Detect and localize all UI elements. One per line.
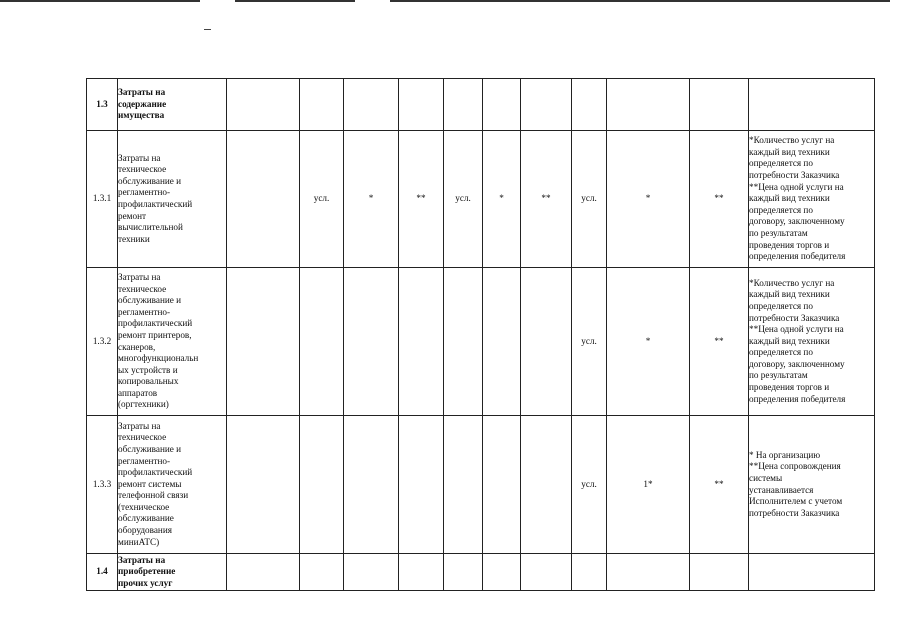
table-row bbox=[87, 131, 875, 268]
table-row bbox=[87, 79, 875, 131]
table-row bbox=[87, 554, 875, 591]
row-name: Затраты на приобретение прочих услуг bbox=[118, 554, 227, 591]
quantity-cell: * bbox=[607, 268, 690, 416]
scan-edge-line-mid bbox=[235, 0, 355, 2]
unit-cell: усл. bbox=[572, 416, 607, 554]
quantity-cell: * bbox=[344, 131, 399, 268]
unit-cell: усл. bbox=[572, 268, 607, 416]
row-name: Затраты на техническое обслуживание и регламентно- профилактический ремонт вычислительной техники bbox=[118, 131, 227, 268]
quantity-cell: 1* bbox=[607, 416, 690, 554]
note-cell: * На организацию **Цена сопровождения системы устанавливается Исполнителем с учетом потребности Заказчика bbox=[749, 416, 875, 554]
scan-edge-line-left bbox=[0, 0, 200, 2]
unit-cell: усл. bbox=[572, 131, 607, 268]
row-number: 1.3.3 bbox=[87, 416, 118, 554]
row-name: Затраты на техническое обслуживание и регламентно- профилактический ремонт системы телефонной связи (техническое обслуживание оборудования миниАТС) bbox=[118, 416, 227, 554]
expense-table bbox=[86, 78, 875, 591]
row-name: Затраты на содержание имущества bbox=[118, 79, 227, 131]
note-cell: *Количество услуг на каждый вид техники определяется по потребности Заказчика **Цена одной услуги на каждый вид техники определяется по договору, заключенному по результатам проведения торгов и определения победителя bbox=[749, 268, 875, 416]
row-number: 1.3.1 bbox=[87, 131, 118, 268]
price-cell: ** bbox=[690, 268, 749, 416]
table-row bbox=[87, 268, 875, 416]
scan-edge-line-right bbox=[390, 0, 890, 2]
price-cell: ** bbox=[399, 131, 444, 268]
row-number: 1.3 bbox=[87, 79, 118, 131]
quantity-cell: * bbox=[607, 131, 690, 268]
quantity-cell: * bbox=[483, 131, 521, 268]
price-cell: ** bbox=[521, 131, 572, 268]
row-number: 1.3.2 bbox=[87, 268, 118, 416]
row-number: 1.4 bbox=[87, 554, 118, 591]
unit-cell: усл. bbox=[300, 131, 344, 268]
price-cell: ** bbox=[690, 131, 749, 268]
scan-mark bbox=[204, 29, 211, 30]
price-cell: ** bbox=[690, 416, 749, 554]
row-name: Затраты на техническое обслуживание и регламентно- профилактический ремонт принтеров, сканеров, многофункциональн ых устройств и копировальных аппаратов (оргтехники) bbox=[118, 268, 227, 416]
unit-cell: усл. bbox=[444, 131, 483, 268]
table-row bbox=[87, 416, 875, 554]
note-cell: *Количество услуг на каждый вид техники определяется по потребности Заказчика **Цена одной услуги на каждый вид техники определяется по договору, заключенному по результатам проведения торгов и определения победителя bbox=[749, 131, 875, 268]
